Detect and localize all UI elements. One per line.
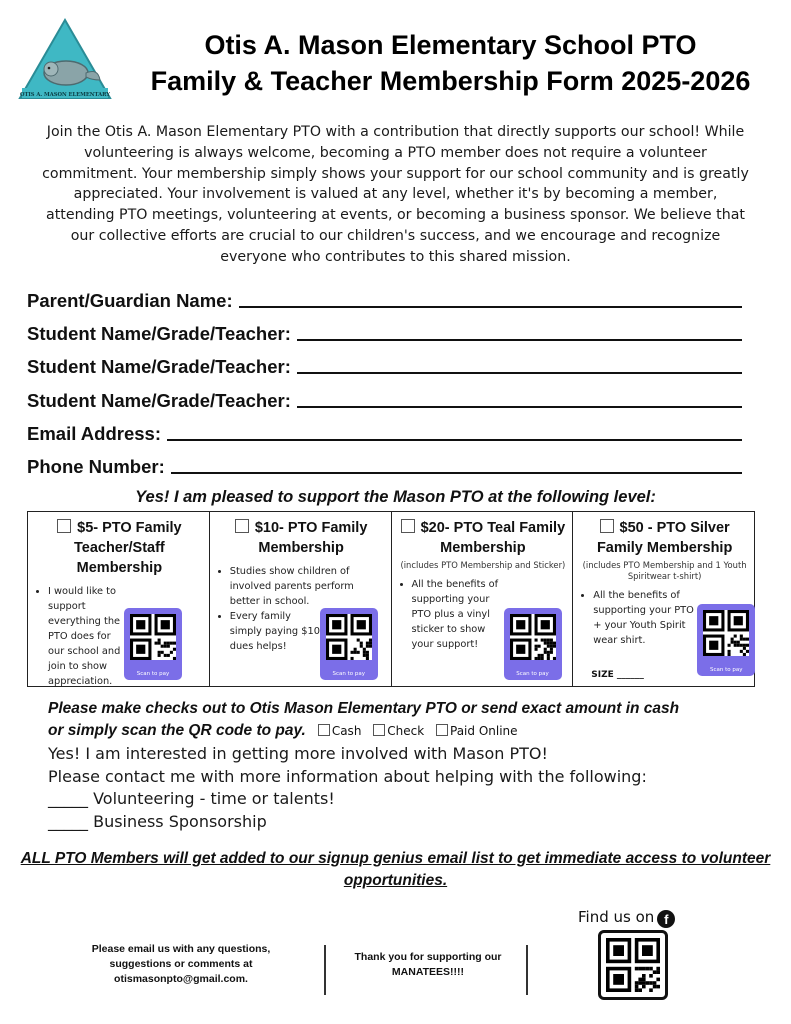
qr-caption: Scan to pay — [332, 671, 365, 677]
cash-option[interactable] — [318, 724, 362, 738]
field-label: Student Name/Grade/Teacher: — [27, 390, 291, 411]
field-label: Parent/Guardian Name: — [27, 290, 233, 311]
level-20[interactable] — [392, 512, 574, 686]
facebook-icon[interactable]: f — [657, 910, 675, 928]
check-checkbox[interactable] — [373, 724, 385, 736]
involve-line1: Yes! I am interested in getting more involved with Mason PTO! — [48, 744, 548, 763]
field-label: Student Name/Grade/Teacher: — [27, 323, 291, 344]
thanks-note: Thank you for supporting our MANATEES!!!! — [354, 951, 502, 978]
level-checkbox[interactable] — [57, 519, 71, 533]
level-title: $50 - PTO Silver Family Membership — [596, 520, 733, 556]
phone-field[interactable] — [27, 448, 742, 478]
paid-online-label: Paid Online — [450, 724, 518, 738]
field-line[interactable] — [167, 438, 742, 441]
field-line[interactable] — [297, 371, 742, 374]
support-heading: Yes! I am pleased to support the Mason PTO at the following level: — [135, 488, 656, 506]
intro-paragraph: Join the Otis A. Mason Elementary PTO with a contribution that directly supports our school! While volunteering is always welcome, becoming a PTO member does not require a volunteer commitment. Your membership simply shows your support for our school community and is greatly appreciated. Your involvement is valued at any level, whether it's by becoming a member, attending PTO meetings, volunteering at events, or becoming a business sponsor. We believe that our collective efforts are crucial to our children's success, and we encourage and recognize everyone who contributes to this shared mission. — [42, 124, 749, 265]
qr-caption: Scan to pay — [709, 667, 743, 673]
level-10[interactable] — [210, 512, 392, 686]
field-label: Phone Number: — [27, 456, 165, 477]
level-bullet: • Every family simply paying $10 dues helps! — [230, 609, 325, 654]
contact-note: Please email us with any questions, suggestions or comments at otismasonpto@gmail.com. — [91, 943, 271, 985]
parent-name-field[interactable] — [27, 282, 742, 312]
payment-instructions — [48, 698, 748, 742]
pay-qr-code[interactable] — [124, 608, 182, 680]
payment-line2: or simply scan the QR code to pay. — [48, 722, 306, 739]
payment-line1: Please make checks out to Otis Mason Elementary PTO or send exact amount in cash — [48, 700, 680, 717]
footer-divider — [324, 945, 326, 995]
student-field-1[interactable] — [27, 315, 742, 345]
check-option[interactable] — [373, 724, 424, 738]
pay-qr-code[interactable] — [697, 604, 755, 676]
find-us-label: Find us on — [578, 908, 655, 926]
student-field-3[interactable] — [27, 382, 742, 412]
paid-online-option[interactable] — [436, 724, 518, 738]
logo-text: OTIS A. MASON ELEMENTARY — [19, 92, 111, 98]
sponsorship-option[interactable]: _____ Business Sponsorship — [48, 811, 267, 831]
level-checkbox[interactable] — [600, 519, 614, 533]
field-line[interactable] — [171, 471, 742, 474]
qr-code-icon — [130, 614, 176, 660]
field-line[interactable] — [297, 338, 742, 341]
level-title: $20- PTO Teal Family Membership — [420, 520, 566, 556]
volunteering-option[interactable]: _____ Volunteering - time or talents! — [48, 789, 335, 808]
level-bullet: • I would like to support everything the PTO does for our school and join to show appreciation. — [48, 584, 126, 689]
level-subtitle: (includes PTO Membership and Sticker) — [400, 560, 566, 570]
pay-qr-code[interactable] — [504, 608, 562, 680]
student-field-2[interactable] — [27, 348, 742, 378]
qr-code-icon — [510, 614, 556, 660]
involve-line2: Please contact me with more information about helping with the following: — [48, 766, 647, 786]
level-title: $10- PTO Family Membership — [254, 520, 368, 556]
email-field[interactable] — [27, 415, 742, 445]
school-logo — [18, 18, 112, 102]
pay-qr-code[interactable] — [320, 608, 378, 680]
paid-online-checkbox[interactable] — [436, 724, 448, 736]
level-5[interactable] — [28, 512, 210, 686]
level-bullet: • All the benefits of supporting your PTO plus a vinyl sticker to show your support! — [412, 577, 504, 652]
qr-caption: Scan to pay — [516, 671, 549, 677]
qr-code-icon — [703, 610, 749, 656]
level-checkbox[interactable] — [235, 519, 249, 533]
field-line[interactable] — [239, 305, 742, 308]
field-label: Student Name/Grade/Teacher: — [27, 356, 291, 377]
level-title: $5- PTO Family Teacher/Staff Membership — [73, 520, 182, 576]
qr-caption: Scan to pay — [136, 671, 170, 677]
check-label: Check — [387, 724, 425, 738]
form-title-line1: Otis A. Mason Elementary School PTO — [204, 30, 697, 60]
level-50[interactable] — [573, 512, 754, 686]
shirt-size-field[interactable]: SIZE ______ — [591, 670, 644, 680]
find-us — [578, 908, 675, 928]
level-bullet: • All the benefits of supporting your PTO + your Youth Spirit wear shirt. — [593, 588, 703, 648]
level-bullet: • Studies show children of involved parents perform better in school. — [230, 564, 385, 609]
field-label: Email Address: — [27, 423, 161, 444]
footer-divider — [526, 945, 528, 995]
level-checkbox[interactable] — [401, 519, 415, 533]
form-title-line2: Family & Teacher Membership Form 2025-2026 — [150, 66, 751, 96]
qr-code-icon — [606, 938, 660, 992]
level-subtitle: (includes PTO Membership and 1 Youth Spiritwear t-shirt) — [582, 560, 747, 581]
facebook-qr-code[interactable] — [598, 930, 668, 1000]
qr-code-icon — [326, 614, 372, 660]
cash-checkbox[interactable] — [318, 724, 330, 736]
cash-label: Cash — [331, 724, 362, 738]
membership-levels — [27, 511, 755, 687]
involvement-section — [48, 743, 758, 833]
field-line[interactable] — [297, 405, 742, 408]
signup-genius-note: ALL PTO Members will get added to our signup genius email list to get immediate access to volunteer opportunities. — [20, 850, 771, 889]
